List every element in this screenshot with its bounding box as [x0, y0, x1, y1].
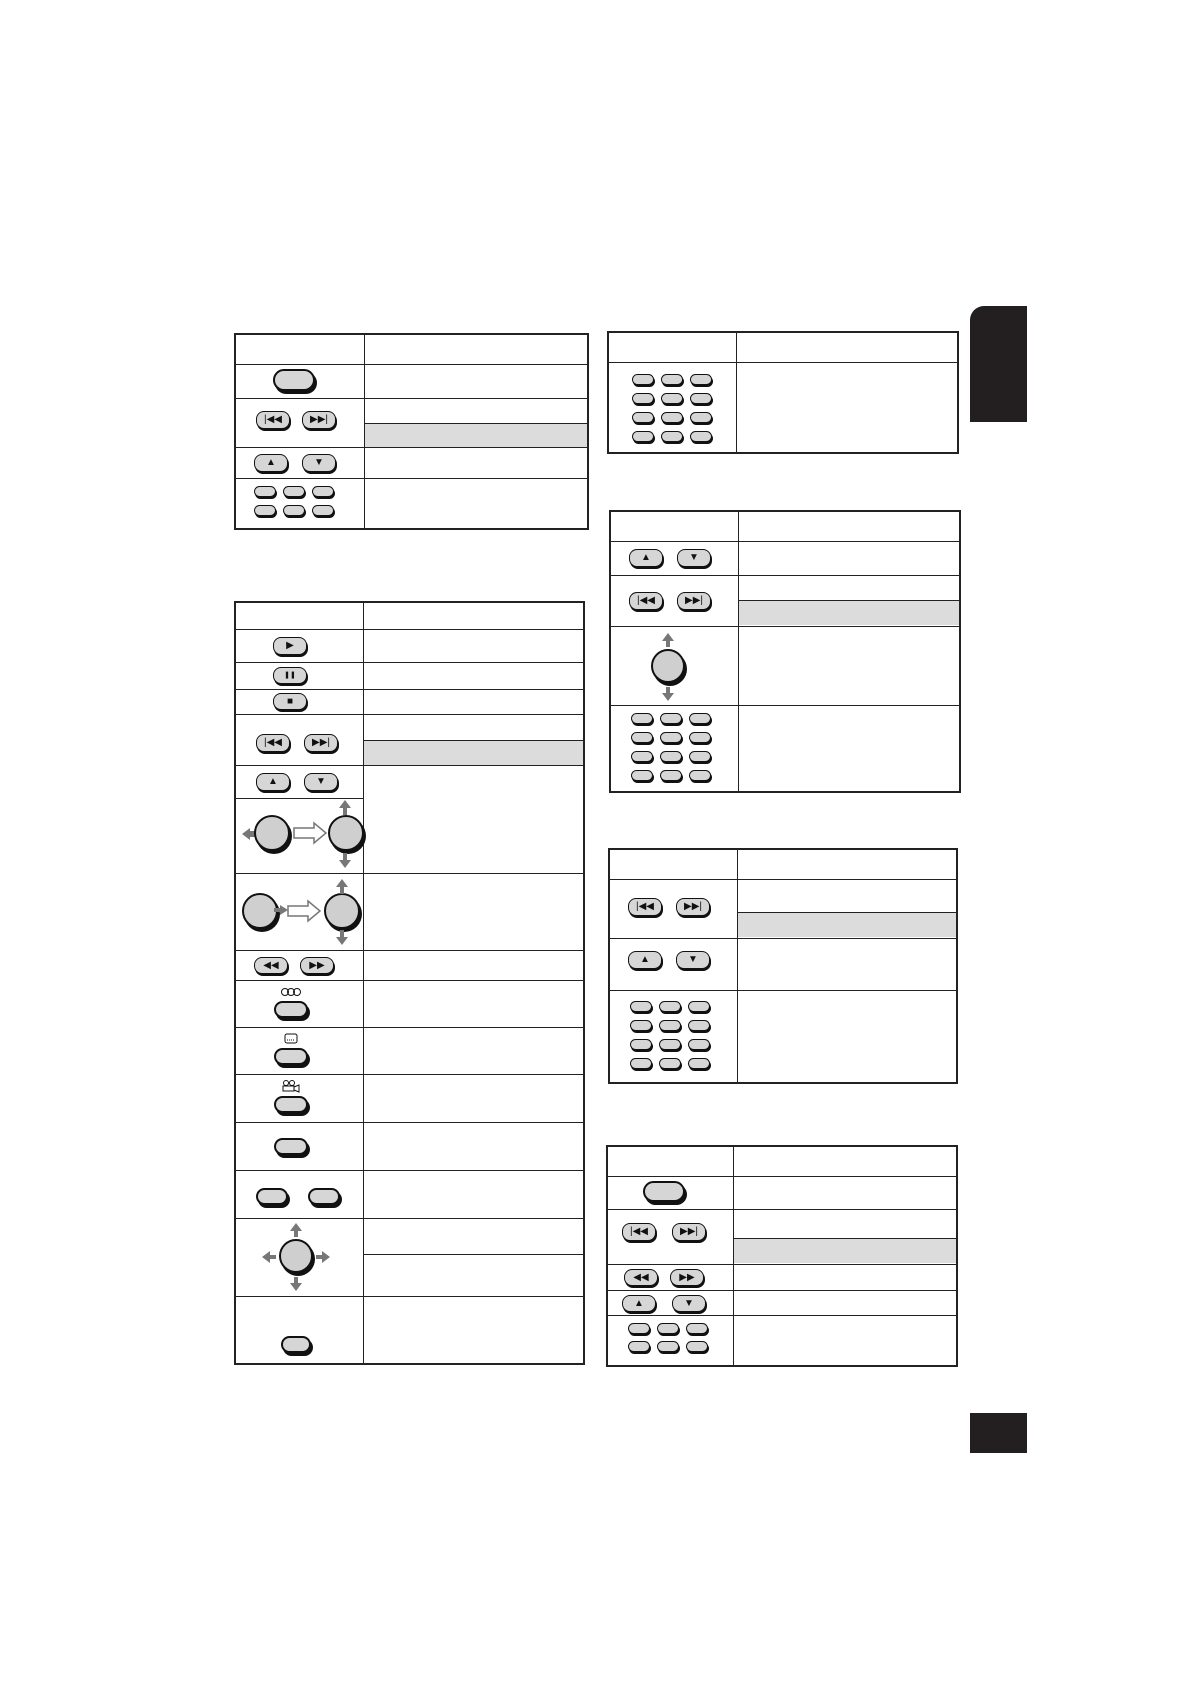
number-button[interactable]	[690, 374, 712, 385]
rewind-icon: ◀◀	[633, 1271, 649, 1283]
rewind-button[interactable]	[624, 1269, 658, 1286]
stop-icon: ■	[286, 695, 294, 707]
up-icon: ▲	[640, 954, 650, 965]
up-down-arrow-icon	[662, 633, 674, 701]
table-d	[609, 510, 961, 793]
four-way-arrow-icon	[262, 1223, 330, 1291]
number-button[interactable]	[661, 431, 683, 442]
up-down-arrow-icon	[339, 800, 351, 868]
number-button[interactable]	[312, 505, 334, 516]
down-icon: ▼	[314, 457, 324, 468]
number-button[interactable]	[660, 770, 682, 781]
oval-button-right[interactable]	[308, 1188, 340, 1205]
angle-button[interactable]	[274, 1096, 308, 1113]
down-button[interactable]	[677, 549, 711, 567]
number-button[interactable]	[688, 1001, 710, 1012]
fast-forward-button[interactable]	[670, 1269, 704, 1286]
number-button[interactable]	[689, 732, 711, 743]
number-button[interactable]	[254, 486, 276, 497]
up-icon: ▲	[266, 457, 276, 468]
down-icon: ▼	[316, 776, 326, 787]
number-button[interactable]	[632, 431, 654, 442]
pause-button[interactable]	[273, 667, 307, 684]
oval-button[interactable]	[281, 1336, 311, 1353]
up-icon: ▲	[634, 1297, 644, 1309]
number-button[interactable]	[690, 393, 712, 404]
number-button[interactable]	[660, 732, 682, 743]
number-button[interactable]	[631, 732, 653, 743]
number-button[interactable]	[283, 486, 305, 497]
up-button[interactable]	[256, 773, 290, 791]
number-button[interactable]	[660, 751, 682, 762]
table-c	[607, 331, 959, 454]
number-button[interactable]	[659, 1058, 681, 1069]
table-b	[234, 601, 585, 1365]
skip-forward-icon: ▶▶|	[680, 1226, 698, 1237]
number-button[interactable]	[630, 1039, 652, 1050]
skip-forward-icon: ▶▶|	[310, 414, 328, 425]
skip-back-button[interactable]	[629, 592, 663, 610]
number-button[interactable]	[659, 1001, 681, 1012]
up-icon: ▲	[268, 776, 278, 787]
down-icon: ▼	[689, 552, 699, 563]
number-button[interactable]	[631, 713, 653, 724]
number-button[interactable]	[688, 1039, 710, 1050]
audio-icon	[281, 987, 301, 997]
number-button[interactable]	[630, 1020, 652, 1031]
number-button[interactable]	[659, 1039, 681, 1050]
skip-back-icon: |◀◀	[264, 414, 282, 425]
angle-icon	[282, 1080, 300, 1092]
fast-forward-icon: ▶▶	[679, 1271, 695, 1283]
pause-icon: ❚❚	[284, 672, 296, 679]
table-e	[608, 848, 958, 1084]
joystick-knob[interactable]	[254, 815, 290, 851]
number-button[interactable]	[659, 1020, 681, 1031]
play-icon: ▶	[286, 640, 294, 651]
oval-button-left[interactable]	[256, 1188, 288, 1205]
stop-button[interactable]	[273, 693, 307, 710]
number-button[interactable]	[630, 1001, 652, 1012]
skip-back-button[interactable]	[256, 734, 290, 752]
number-button[interactable]	[689, 770, 711, 781]
number-button[interactable]	[283, 505, 305, 516]
skip-forward-button[interactable]	[302, 411, 336, 429]
skip-back-button[interactable]	[256, 411, 290, 429]
up-button[interactable]	[254, 454, 288, 472]
number-button[interactable]	[689, 713, 711, 724]
number-button[interactable]	[661, 412, 683, 423]
number-button[interactable]	[630, 1058, 652, 1069]
up-button[interactable]	[628, 951, 662, 969]
number-button[interactable]	[631, 751, 653, 762]
play-button[interactable]	[273, 637, 307, 655]
down-icon: ▼	[684, 1297, 694, 1309]
skip-back-icon: |◀◀	[637, 595, 655, 606]
skip-forward-icon: ▶▶|	[312, 737, 330, 748]
language-tab	[970, 306, 1027, 422]
number-button[interactable]	[688, 1020, 710, 1031]
number-button[interactable]	[689, 751, 711, 762]
next-arrow-icon	[294, 823, 326, 843]
table-f	[606, 1145, 958, 1367]
rewind-icon: ◀◀	[263, 959, 279, 971]
up-down-arrow-icon	[336, 879, 348, 945]
skip-forward-button[interactable]	[677, 592, 711, 610]
fast-forward-icon: ▶▶	[309, 959, 325, 971]
number-button[interactable]	[686, 1341, 708, 1352]
audio-button[interactable]	[274, 1001, 308, 1018]
skip-back-button[interactable]	[622, 1223, 656, 1241]
skip-back-icon: |◀◀	[636, 901, 654, 912]
number-button[interactable]	[632, 412, 654, 423]
number-button[interactable]	[632, 374, 654, 385]
number-button[interactable]	[312, 486, 334, 497]
number-button[interactable]	[657, 1323, 679, 1334]
number-button[interactable]	[688, 1058, 710, 1069]
right-arrow-icon	[274, 905, 288, 915]
down-button[interactable]	[676, 951, 710, 969]
skip-back-button[interactable]	[628, 898, 662, 916]
subtitle-button[interactable]	[274, 1048, 308, 1065]
down-button[interactable]	[672, 1295, 706, 1312]
rewind-button[interactable]	[254, 957, 288, 974]
page-number-box	[970, 1413, 1027, 1453]
up-button[interactable]	[622, 1295, 656, 1312]
number-button[interactable]	[690, 431, 712, 442]
down-button[interactable]	[302, 454, 336, 472]
number-button[interactable]	[254, 505, 276, 516]
oval-button[interactable]	[643, 1181, 685, 1202]
number-button[interactable]	[690, 412, 712, 423]
skip-back-icon: |◀◀	[630, 1226, 648, 1237]
skip-forward-button[interactable]	[672, 1223, 706, 1241]
number-button[interactable]	[628, 1341, 650, 1352]
joystick-knob[interactable]	[242, 893, 278, 929]
number-button[interactable]	[631, 770, 653, 781]
next-arrow-icon	[288, 901, 320, 921]
number-button[interactable]	[628, 1323, 650, 1334]
number-button[interactable]	[632, 393, 654, 404]
fast-forward-button[interactable]	[300, 957, 334, 974]
skip-forward-button[interactable]	[676, 898, 710, 916]
down-button[interactable]	[304, 773, 338, 791]
skip-forward-icon: ▶▶|	[684, 901, 702, 912]
number-button[interactable]	[661, 374, 683, 385]
subtitle-icon	[284, 1033, 298, 1045]
number-button[interactable]	[686, 1323, 708, 1334]
up-icon: ▲	[641, 552, 651, 563]
skip-back-icon: |◀◀	[264, 737, 282, 748]
down-icon: ▼	[688, 954, 698, 965]
number-button[interactable]	[657, 1341, 679, 1352]
oval-button[interactable]	[273, 369, 315, 391]
number-button[interactable]	[661, 393, 683, 404]
up-button[interactable]	[629, 549, 663, 567]
oval-button[interactable]	[274, 1138, 308, 1155]
skip-forward-button[interactable]	[304, 734, 338, 752]
skip-forward-icon: ▶▶|	[685, 595, 703, 606]
table-a	[234, 333, 589, 530]
number-button[interactable]	[660, 713, 682, 724]
